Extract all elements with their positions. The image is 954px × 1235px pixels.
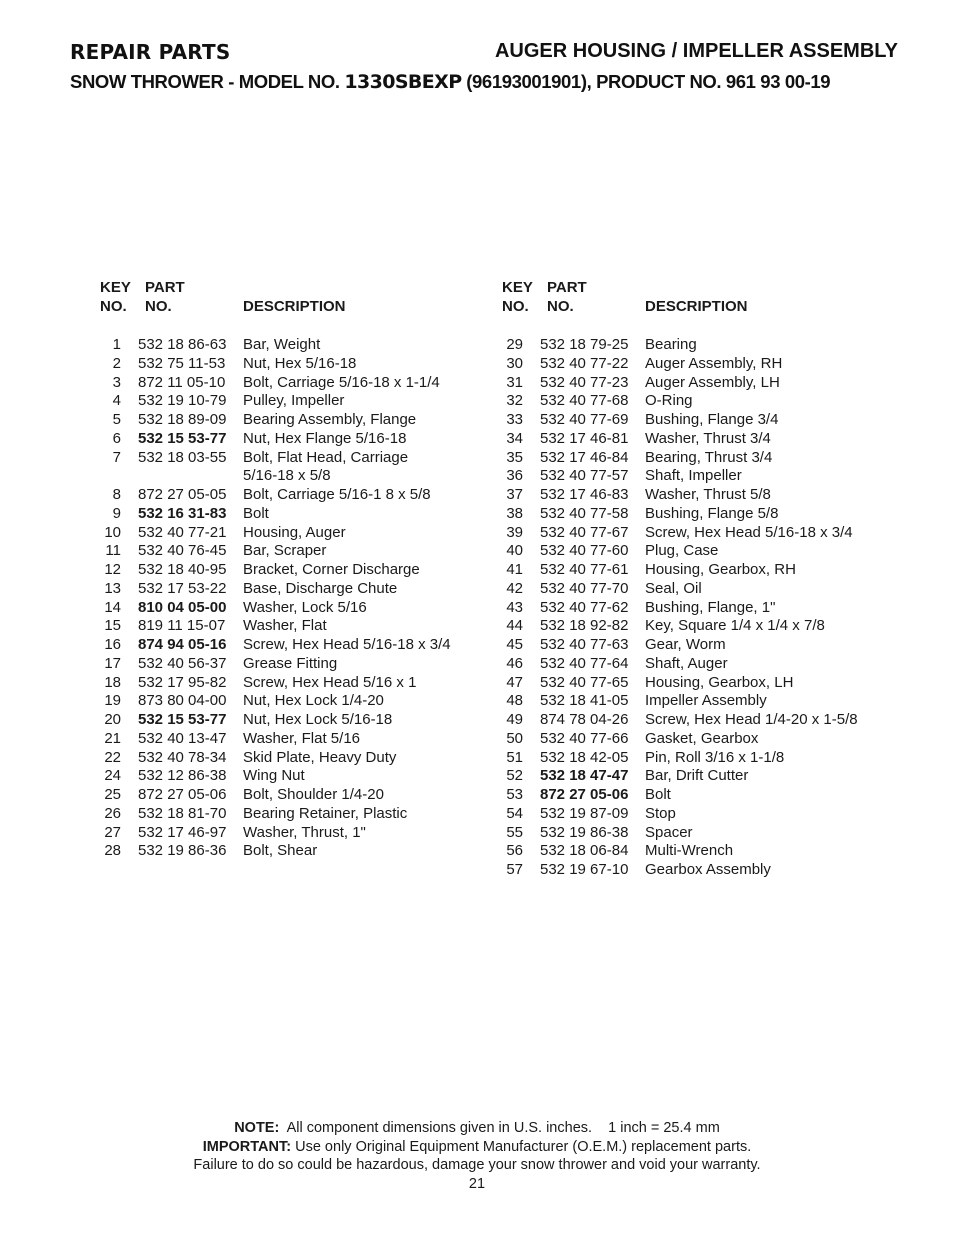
part-number: 532 40 77-68	[540, 392, 629, 410]
table-row	[494, 674, 914, 693]
part-number: 872 27 05-06	[540, 786, 629, 803]
part-description: Bar, Scraper	[243, 542, 327, 560]
key-number: 7	[112, 448, 121, 466]
part-description: Spacer	[645, 823, 693, 841]
part-description: Bolt	[645, 786, 671, 803]
key-number: 53	[506, 786, 523, 803]
part-number: 532 40 77-66	[540, 729, 629, 747]
part-description: Screw, Hex Head 1/4-20 x 1-5/8	[645, 711, 858, 728]
part-number: 532 16 31-83	[138, 504, 227, 522]
part-number: 532 18 86-63	[138, 336, 227, 353]
table-row	[92, 355, 482, 374]
part-number: 532 40 77-58	[540, 504, 629, 522]
part-number: 532 17 95-82	[138, 673, 227, 691]
model-subtitle	[70, 71, 900, 93]
part-number: 532 19 67-10	[540, 861, 629, 878]
part-number: 532 19 10-79	[138, 392, 227, 410]
key-number: 30	[506, 354, 523, 372]
part-description: Base, Discharge Chute	[243, 579, 398, 597]
model-prefix: SNOW THROWER - MODEL NO.	[70, 71, 345, 92]
table-row	[92, 824, 482, 843]
key-number: 41	[506, 561, 523, 578]
part-description: Washer, Lock 5/16	[243, 598, 367, 616]
part-number: 532 40 77-69	[540, 411, 629, 428]
part-description: Housing, Auger	[243, 523, 346, 541]
table-row	[494, 655, 914, 674]
key-number: 54	[506, 804, 523, 822]
part-description: Nut, Hex Lock 1/4-20	[243, 692, 384, 710]
important-label: IMPORTANT:	[202, 1138, 292, 1155]
table-row	[92, 374, 482, 393]
part-number: 532 15 53-77	[138, 711, 227, 728]
model-number: 1330SBEXP	[344, 71, 462, 93]
part-description: Bushing, Flange 3/4	[645, 411, 779, 428]
part-description: Shaft, Impeller	[645, 467, 742, 485]
part-description: Bar, Drift Cutter	[645, 767, 749, 785]
part-no-header: NO.	[547, 298, 574, 315]
part-number: 532 18 03-55	[138, 448, 227, 466]
part-number: 532 17 46-84	[540, 448, 629, 466]
part-description: Bushing, Flange 5/8	[645, 504, 779, 522]
part-description: Bracket, Corner Discharge	[243, 561, 420, 578]
part-number: 532 40 77-60	[540, 542, 629, 560]
key-number: 31	[506, 373, 523, 391]
section-title: REPAIR PARTS	[70, 40, 231, 64]
key-number: 36	[506, 467, 523, 485]
key-no-header: NO.	[100, 298, 127, 315]
key-number: 28	[104, 842, 121, 860]
part-number: 532 40 77-57	[540, 467, 629, 485]
table-row	[494, 505, 914, 524]
part-description: Gasket, Gearbox	[645, 729, 759, 747]
table-row	[92, 786, 482, 805]
table-row	[92, 561, 482, 580]
key-number: 14	[104, 598, 121, 616]
part-number: 532 19 86-38	[540, 823, 629, 841]
part-number: 532 40 77-21	[138, 523, 227, 541]
part-description: Nut, Hex Flange 5/16-18	[243, 429, 407, 447]
table-row	[92, 505, 482, 524]
parts-list-right	[494, 278, 914, 880]
note-line	[0, 1119, 954, 1138]
part-number: 532 40 77-61	[540, 561, 629, 578]
key-number: 55	[506, 823, 523, 841]
table-row	[92, 486, 482, 505]
part-header: PART	[145, 279, 185, 296]
table-row	[494, 486, 914, 505]
part-description: Wing Nut	[243, 767, 305, 785]
key-number: 21	[104, 729, 121, 747]
part-description: Washer, Thrust, 1"	[243, 823, 366, 841]
part-description: Bolt, Carriage 5/16-1 8 x 5/8	[243, 486, 431, 503]
key-number: 2	[112, 354, 121, 372]
part-number: 872 11 05-10	[138, 373, 226, 391]
key-number: 11	[105, 542, 121, 560]
table-row	[92, 524, 482, 543]
table-row	[494, 524, 914, 543]
table-row	[92, 449, 482, 468]
part-number: 532 40 56-37	[138, 654, 227, 672]
part-description: Bar, Weight	[243, 336, 321, 353]
description-header: DESCRIPTION	[645, 298, 748, 315]
key-number: 42	[506, 579, 523, 597]
table-row	[494, 767, 914, 786]
part-description: Washer, Thrust 3/4	[645, 429, 771, 447]
part-number: 819 11 15-07	[138, 617, 226, 635]
table-row	[494, 561, 914, 580]
key-number: 29	[506, 336, 523, 353]
part-description: Bearing, Thrust 3/4	[645, 448, 773, 466]
part-description: Bushing, Flange, 1"	[645, 598, 776, 616]
part-number: 532 19 87-09	[540, 804, 629, 822]
description-header: DESCRIPTION	[243, 298, 346, 315]
part-number: 532 18 47-47	[540, 767, 629, 785]
key-number: 10	[104, 523, 121, 541]
parts-rows-right	[494, 336, 914, 880]
table-row	[494, 617, 914, 636]
key-number: 34	[506, 429, 523, 447]
table-row	[92, 692, 482, 711]
part-number: 532 75 11-53	[138, 354, 226, 372]
key-number: 1	[112, 336, 121, 353]
key-number: 20	[104, 711, 121, 728]
part-description: Key, Square 1/4 x 1/4 x 7/8	[645, 617, 825, 635]
table-row	[494, 355, 914, 374]
part-description: Screw, Hex Head 5/16-18 x 3/4	[243, 636, 451, 653]
note-label: NOTE:	[234, 1120, 280, 1136]
table-row	[92, 805, 482, 824]
table-row	[494, 599, 914, 618]
part-description: Bolt, Flat Head, Carriage	[243, 448, 409, 466]
product-suffix: (96193001901), PRODUCT NO. 961 93 00-19	[461, 71, 831, 92]
table-row	[494, 636, 914, 655]
key-number: 27	[104, 823, 121, 841]
part-number: 532 17 46-97	[138, 823, 227, 841]
part-number: 874 94 05-16	[138, 636, 227, 653]
part-description: Bolt, Carriage 5/16-18 x 1-1/4	[243, 373, 440, 391]
part-description: Washer, Flat 5/16	[243, 729, 360, 747]
table-row	[494, 692, 914, 711]
table-row	[92, 617, 482, 636]
part-description: Bolt	[243, 504, 269, 522]
part-description: Bolt, Shear	[243, 842, 318, 860]
part-number: 532 17 46-81	[540, 429, 629, 447]
part-description: Washer, Thrust 5/8	[645, 486, 771, 503]
table-row	[494, 730, 914, 749]
part-description: Shaft, Auger	[645, 654, 728, 672]
table-row	[494, 336, 914, 355]
table-row	[494, 449, 914, 468]
key-number: 49	[506, 711, 523, 728]
part-description: Pin, Roll 3/16 x 1-1/8	[645, 748, 785, 766]
key-number: 18	[104, 673, 121, 691]
table-row	[92, 711, 482, 730]
part-description: Impeller Assembly	[645, 692, 767, 710]
table-row	[494, 861, 914, 880]
part-description: Auger Assembly, RH	[645, 354, 783, 372]
table-row	[494, 411, 914, 430]
part-number: 873 80 04-00	[138, 692, 227, 710]
part-number: 532 40 76-45	[138, 542, 227, 560]
table-row	[494, 580, 914, 599]
page-number: 21	[468, 1175, 486, 1192]
key-header: KEY	[100, 279, 131, 296]
key-number: 26	[104, 804, 121, 822]
part-description: O-Ring	[645, 392, 693, 410]
parts-rows-left	[92, 336, 482, 861]
table-row	[494, 542, 914, 561]
table-row	[494, 374, 914, 393]
part-number: 532 17 53-22	[138, 579, 227, 597]
part-description: Bolt, Shoulder 1/4-20	[243, 786, 384, 803]
table-row	[92, 749, 482, 768]
key-number: 6	[112, 429, 121, 447]
key-number: 9	[112, 504, 121, 522]
key-number: 52	[506, 767, 523, 785]
part-number: 532 40 77-64	[540, 654, 629, 672]
table-row	[92, 767, 482, 786]
table-row	[92, 467, 482, 486]
part-description: Bearing Retainer, Plastic	[243, 804, 408, 822]
part-number: 532 40 77-22	[540, 354, 629, 372]
part-description: Auger Assembly, LH	[645, 373, 780, 391]
part-number: 532 18 06-84	[540, 842, 629, 860]
table-row	[494, 392, 914, 411]
part-number: 532 18 79-25	[540, 336, 629, 353]
part-description: Stop	[645, 804, 676, 822]
key-number: 12	[104, 561, 121, 578]
part-number: 532 18 42-05	[540, 748, 629, 766]
key-no-header: NO.	[502, 298, 529, 315]
part-number: 532 40 77-65	[540, 673, 629, 691]
table-row	[494, 786, 914, 805]
table-row	[92, 655, 482, 674]
assembly-title: AUGER HOUSING / IMPELLER ASSEMBLY	[494, 40, 898, 62]
table-row	[494, 711, 914, 730]
part-number: 532 18 40-95	[138, 561, 227, 578]
table-row	[92, 599, 482, 618]
part-number: 532 18 89-09	[138, 411, 227, 428]
part-no-header: NO.	[145, 298, 172, 315]
key-number: 24	[104, 767, 121, 785]
parts-table-header	[92, 278, 482, 322]
table-row	[92, 842, 482, 861]
parts-list-left	[92, 278, 482, 861]
part-description: Gearbox Assembly	[645, 861, 771, 878]
part-number: 532 12 86-38	[138, 767, 227, 785]
part-number: 872 27 05-06	[138, 786, 227, 803]
key-number: 19	[104, 692, 121, 710]
part-number: 532 40 78-34	[138, 748, 227, 766]
table-row	[92, 411, 482, 430]
key-number: 37	[506, 486, 523, 503]
key-number: 16	[104, 636, 121, 653]
key-number: 45	[506, 636, 523, 653]
part-description: Bearing	[645, 336, 697, 353]
key-number: 3	[112, 373, 121, 391]
key-number: 57	[506, 861, 523, 878]
part-number: 532 18 81-70	[138, 804, 227, 822]
table-row	[494, 749, 914, 768]
key-number: 38	[506, 504, 523, 522]
part-description: Screw, Hex Head 5/16-18 x 3/4	[645, 523, 853, 541]
table-row	[92, 542, 482, 561]
table-row	[92, 580, 482, 599]
part-description: Grease Fitting	[243, 654, 338, 672]
key-number: 22	[104, 748, 121, 766]
part-description: Nut, Hex 5/16-18	[243, 354, 357, 372]
footer-notes	[0, 1119, 954, 1193]
important-line	[0, 1138, 954, 1157]
table-row	[92, 730, 482, 749]
part-description: Housing, Gearbox, LH	[645, 673, 794, 691]
part-description: Washer, Flat	[243, 617, 327, 635]
key-number: 50	[506, 729, 523, 747]
part-header: PART	[547, 279, 587, 296]
parts-table-header	[494, 278, 914, 322]
part-number: 872 27 05-05	[138, 486, 227, 503]
key-number: 56	[506, 842, 523, 860]
key-header: KEY	[502, 279, 533, 296]
table-row	[494, 805, 914, 824]
key-number: 25	[104, 786, 121, 803]
part-number: 810 04 05-00	[138, 598, 227, 616]
part-number: 874 78 04-26	[540, 711, 629, 728]
part-description: Bearing Assembly, Flange	[243, 411, 417, 428]
part-number: 532 40 77-70	[540, 579, 629, 597]
part-description: Plug, Case	[645, 542, 719, 560]
key-number: 15	[104, 617, 121, 635]
part-number: 532 17 46-83	[540, 486, 629, 503]
part-description: Skid Plate, Heavy Duty	[243, 748, 397, 766]
key-number: 40	[506, 542, 523, 560]
table-row	[494, 824, 914, 843]
key-number: 44	[506, 617, 523, 635]
table-row	[92, 392, 482, 411]
table-row	[92, 336, 482, 355]
key-number: 39	[506, 523, 523, 541]
part-description: Housing, Gearbox, RH	[645, 561, 796, 578]
part-number: 532 18 92-82	[540, 617, 629, 635]
key-number: 46	[506, 654, 523, 672]
part-number: 532 40 77-23	[540, 373, 629, 391]
table-row	[92, 430, 482, 449]
part-description: Screw, Hex Head 5/16 x 1	[243, 673, 417, 691]
note-text: All component dimensions given in U.S. inches. 1 inch = 25.4 mm	[279, 1120, 720, 1136]
table-row	[92, 674, 482, 693]
part-description: Pulley, Impeller	[243, 392, 345, 410]
part-description: Gear, Worm	[645, 636, 726, 653]
table-row	[494, 467, 914, 486]
part-description: 5/16-18 x 5/8	[243, 467, 331, 485]
part-description: Seal, Oil	[645, 579, 702, 597]
key-number: 33	[506, 411, 523, 428]
key-number: 35	[506, 448, 523, 466]
key-number: 17	[104, 654, 121, 672]
important-text: Use only Original Equipment Manufacturer (O.E.M.) replacement parts.	[291, 1138, 752, 1155]
part-description: Nut, Hex Lock 5/16-18	[243, 711, 393, 728]
part-number: 532 40 77-62	[540, 598, 629, 616]
key-number: 48	[506, 692, 523, 710]
warning-line: Failure to do so could be hazardous, damage your snow thrower and void your warranty.	[193, 1157, 761, 1173]
key-number: 4	[112, 392, 121, 410]
part-number: 532 40 13-47	[138, 729, 227, 747]
table-row	[92, 636, 482, 655]
key-number: 47	[506, 673, 523, 691]
key-number: 5	[112, 411, 121, 428]
part-description: Multi-Wrench	[645, 842, 734, 860]
key-number: 43	[506, 598, 523, 616]
part-number: 532 15 53-77	[138, 429, 227, 447]
key-number: 13	[104, 579, 121, 597]
key-number: 32	[506, 392, 523, 410]
table-row	[494, 430, 914, 449]
key-number: 51	[506, 748, 523, 766]
part-number: 532 40 77-67	[540, 523, 629, 541]
table-row	[494, 842, 914, 861]
part-number: 532 18 41-05	[540, 692, 629, 710]
part-number: 532 19 86-36	[138, 842, 227, 860]
key-number: 8	[112, 486, 121, 503]
part-number: 532 40 77-63	[540, 636, 629, 653]
